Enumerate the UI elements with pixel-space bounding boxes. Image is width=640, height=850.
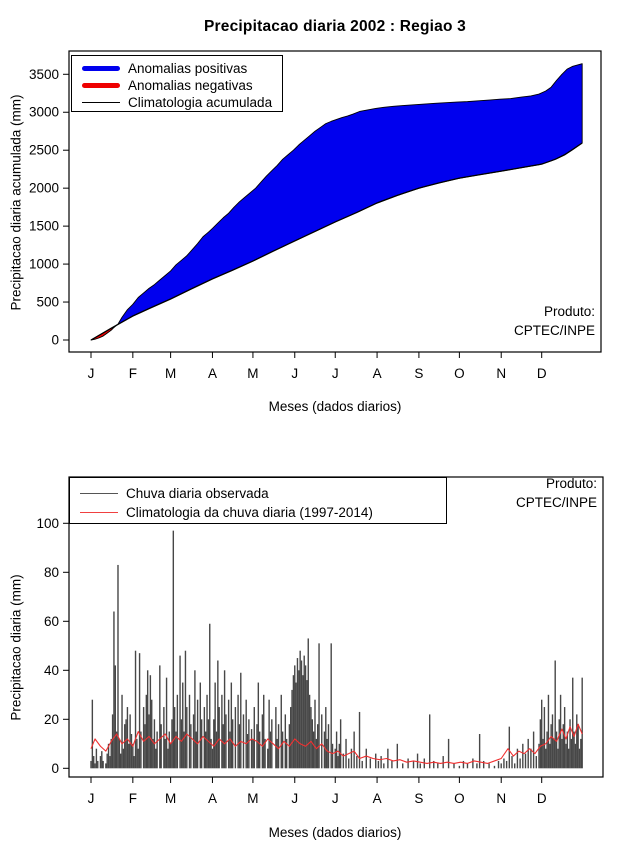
y-tick-label: 3000 <box>28 104 59 120</box>
daily-rain-bar <box>106 754 107 769</box>
daily-rain-bar <box>362 761 363 768</box>
daily-rain-bar <box>267 749 268 769</box>
daily-rain-bar <box>247 734 248 768</box>
daily-rain-bar <box>179 656 180 769</box>
daily-rain-bar <box>136 739 137 768</box>
month-tick-label: A <box>207 366 217 381</box>
daily-rain-bar <box>160 724 161 768</box>
daily-rain-bar <box>133 756 134 768</box>
daily-rain-bar <box>581 678 582 769</box>
month-tick-label: J <box>331 366 339 381</box>
month-tick-label: N <box>496 791 507 806</box>
daily-rain-bar <box>268 700 269 769</box>
daily-rain-bar <box>479 734 480 768</box>
daily-rain-bar <box>417 754 418 769</box>
daily-rain-bar <box>155 749 156 769</box>
daily-rain-bar <box>506 761 507 768</box>
y-tick-label: 60 <box>43 613 59 629</box>
daily-rain-bar <box>324 732 325 769</box>
daily-rain-bar <box>325 707 326 768</box>
daily-rain-bar <box>313 732 314 769</box>
daily-rain-bar <box>326 739 327 768</box>
daily-rain-bar <box>139 653 140 768</box>
daily-rain-bar <box>536 756 537 768</box>
daily-rain-bar <box>218 707 219 768</box>
month-tick-label: A <box>372 366 382 381</box>
produto-org: CPTEC/INPE <box>513 323 595 338</box>
daily-rain-bar <box>317 724 318 768</box>
legend-item-positive-anomalies <box>72 60 282 77</box>
daily-rain-bar <box>448 739 449 768</box>
month-tick-label: D <box>536 366 547 381</box>
daily-rain-bar <box>337 756 338 768</box>
daily-rain-bar <box>150 675 151 768</box>
y-tick-label: 100 <box>36 515 59 531</box>
daily-rain-bar <box>550 724 551 768</box>
daily-rain-bar <box>166 678 167 769</box>
top-legend <box>71 55 283 112</box>
daily-rain-bar <box>245 700 246 769</box>
y-tick-label: 0 <box>51 332 59 348</box>
daily-rain-bar <box>548 695 549 769</box>
daily-rain-bar <box>453 763 454 768</box>
daily-rain-bar <box>270 732 271 769</box>
daily-rain-bar <box>522 744 523 769</box>
daily-rain-bar <box>197 700 198 769</box>
daily-rain-bar <box>572 678 573 769</box>
y-tick-label: 20 <box>43 711 59 727</box>
top-x-axis-label: Meses (dados diarios) <box>268 399 402 414</box>
month-tick-label: O <box>454 791 465 806</box>
daily-rain-bar <box>413 761 414 768</box>
daily-rain-bar <box>167 749 168 769</box>
daily-rain-bar <box>293 675 294 768</box>
daily-rain-bar <box>196 732 197 769</box>
daily-rain-bar <box>309 695 310 769</box>
daily-rain-bar <box>321 714 322 768</box>
daily-rain-bar <box>237 695 238 769</box>
produto-label: Produto: <box>543 304 595 319</box>
daily-rain-bar <box>143 707 144 768</box>
daily-rain-bar <box>156 732 157 769</box>
daily-rain-bar <box>577 724 578 768</box>
y-tick-label: 2000 <box>28 180 59 196</box>
daily-rain-bar <box>549 744 550 769</box>
month-tick-label: J <box>87 791 95 806</box>
month-tick-label: O <box>454 366 465 381</box>
daily-rain-bar <box>546 732 547 769</box>
daily-rain-bar <box>318 643 319 768</box>
bottom-legend <box>69 477 447 524</box>
y-tick-label: 1000 <box>28 256 59 272</box>
daily-rain-bar <box>132 744 133 769</box>
month-tick-label: M <box>247 791 259 806</box>
daily-rain-bar <box>90 761 91 768</box>
daily-rain-bar <box>559 719 560 768</box>
daily-rain-bar <box>332 744 333 769</box>
daily-rain-bar <box>121 695 122 769</box>
daily-rain-bar <box>282 732 283 769</box>
month-tick-label: S <box>414 791 424 806</box>
daily-rain-bar <box>115 665 116 768</box>
bottom-produto-annotation <box>516 474 597 512</box>
daily-rain-bar <box>314 700 315 769</box>
legend-item-negative-anomalies <box>72 77 282 94</box>
daily-rain-bar <box>208 719 209 768</box>
daily-rain-bar <box>291 690 292 768</box>
daily-rain-bar <box>144 724 145 768</box>
daily-rain-bar <box>206 695 207 769</box>
daily-rain-bar <box>571 739 572 768</box>
daily-rain-bar <box>459 766 460 768</box>
daily-rain-bar <box>278 724 279 768</box>
daily-rain-bar <box>359 712 360 768</box>
legend-label: Climatologia da chuva diaria (1997-2014) <box>126 505 373 520</box>
daily-rain-bar <box>294 665 295 768</box>
daily-rain-bar <box>258 683 259 769</box>
daily-rain-bar <box>231 683 232 769</box>
daily-rain-bar <box>92 700 93 769</box>
daily-rain-bar <box>213 719 214 768</box>
month-tick-label: J <box>291 366 299 381</box>
daily-rain-bar <box>223 724 224 768</box>
daily-rain-bar <box>285 714 286 768</box>
daily-rain-bar <box>228 700 229 769</box>
y-tick-label: 40 <box>43 662 59 678</box>
daily-rain-bar <box>281 695 282 769</box>
observed-rain-line-swatch <box>80 493 118 495</box>
daily-rain-bar <box>113 612 114 769</box>
daily-rain-bar <box>437 763 438 768</box>
daily-rain-bar <box>97 761 98 768</box>
daily-rain-bar <box>277 739 278 768</box>
daily-rain-bar <box>295 683 296 769</box>
daily-rain-bar <box>200 683 201 769</box>
daily-rain-bar <box>565 744 566 769</box>
daily-rain-bar <box>553 739 554 768</box>
daily-rain-bar <box>224 670 225 768</box>
daily-rain-bar <box>186 707 187 768</box>
daily-rain-bar <box>542 739 543 768</box>
daily-rain-bar <box>530 749 531 769</box>
daily-rain-bar <box>205 732 206 769</box>
daily-rain-bar <box>380 756 381 768</box>
daily-rain-bar <box>568 749 569 769</box>
daily-rain-bar <box>442 756 443 768</box>
daily-rain-bar <box>336 732 337 769</box>
daily-rain-bar <box>488 763 489 768</box>
daily-rain-bar <box>271 719 272 768</box>
daily-rain-bar <box>519 759 520 769</box>
daily-rain-bar <box>194 670 195 768</box>
daily-rain-bar <box>169 732 170 769</box>
daily-rain-bar <box>306 680 307 768</box>
daily-rain-bar <box>116 732 117 769</box>
daily-rain-bar <box>301 661 302 769</box>
y-tick-label: 0 <box>51 760 59 776</box>
daily-rain-bar <box>557 749 558 769</box>
daily-rain-bar <box>575 744 576 769</box>
daily-rain-bar <box>370 759 371 769</box>
daily-rain-bar <box>503 759 504 769</box>
daily-rain-bar <box>305 665 306 768</box>
daily-rain-bar <box>501 763 502 768</box>
legend-label: Chuva diaria observada <box>126 486 269 501</box>
daily-rain-bar <box>298 670 299 768</box>
daily-rain-bar <box>201 719 202 768</box>
daily-rain-bar <box>193 714 194 768</box>
daily-rain-bar <box>112 714 113 768</box>
daily-rain-bar <box>356 756 357 768</box>
daily-rain-bar <box>159 665 160 768</box>
daily-rain-bar <box>262 714 263 768</box>
daily-rain-bar <box>528 739 529 768</box>
daily-rain-bar <box>511 756 512 768</box>
daily-rain-bar <box>467 763 468 768</box>
daily-rain-bar <box>235 707 236 768</box>
daily-rain-bar <box>561 739 562 768</box>
month-tick-label: A <box>372 791 382 806</box>
y-tick-label: 80 <box>43 564 59 580</box>
daily-rain-bar <box>248 719 249 768</box>
daily-rain-bar <box>420 763 421 768</box>
daily-rain-bar <box>209 624 210 769</box>
legend-item-daily-climatology <box>70 503 446 522</box>
daily-rain-bar <box>105 763 106 768</box>
daily-rain-bar <box>353 732 354 769</box>
daily-rain-bar <box>147 670 148 768</box>
daily-rain-bar <box>146 695 147 769</box>
daily-rain-bar <box>345 739 346 768</box>
daily-rain-bar <box>304 656 305 769</box>
top-produto-annotation <box>514 302 595 340</box>
daily-rain-bar <box>498 761 499 768</box>
daily-rain-bar <box>275 707 276 768</box>
daily-rain-bar <box>316 739 317 768</box>
month-tick-label: M <box>164 791 177 806</box>
bottom-x-axis-label: Meses (dados diarios) <box>268 825 402 840</box>
daily-rain-bar <box>165 739 166 768</box>
daily-rain-bar <box>138 749 139 769</box>
daily-rain-bar <box>102 761 103 768</box>
daily-rain-bar <box>263 695 264 769</box>
month-tick-label: J <box>291 791 299 806</box>
top-y-axis-label: Precipitacao diaria acumulada (mm) <box>8 94 24 311</box>
daily-rain-bar <box>297 658 298 768</box>
daily-rain-bar <box>302 675 303 768</box>
daily-rain-bar <box>494 766 495 768</box>
daily-rain-bar <box>573 732 574 769</box>
month-tick-label: S <box>414 366 424 381</box>
daily-rain-bar <box>120 754 121 769</box>
daily-rain-bar <box>310 707 311 768</box>
produto-label: Produto: <box>545 476 597 491</box>
month-tick-label: F <box>128 791 137 806</box>
daily-rain-bar <box>181 719 182 768</box>
daily-rain-bar <box>256 724 257 768</box>
daily-rain-bar <box>366 749 367 769</box>
daily-rain-bar <box>339 744 340 769</box>
month-tick-label: A <box>207 791 217 806</box>
page-title: Precipitacao diaria 2002 : Regiao 3 <box>203 18 466 35</box>
daily-rain-bar <box>514 763 515 768</box>
y-tick-label: 2500 <box>28 142 59 158</box>
daily-rain-bar <box>391 761 392 768</box>
daily-rain-bar <box>576 714 577 768</box>
produto-org: CPTEC/INPE <box>515 495 597 510</box>
daily-rain-bar <box>259 732 260 769</box>
daily-rain-bar <box>135 651 136 769</box>
daily-rain-bar <box>127 707 128 768</box>
y-tick-label: 500 <box>36 294 59 310</box>
y-tick-label: 3500 <box>28 66 59 82</box>
daily-rain-bar <box>101 751 102 768</box>
daily-rain-bar <box>383 763 384 768</box>
month-tick-label: J <box>331 791 339 806</box>
daily-rain-bar <box>229 732 230 769</box>
daily-rain-bar <box>541 700 542 769</box>
legend-label: Anomalias positivas <box>128 61 248 76</box>
daily-rain-bar <box>252 739 253 768</box>
daily-rain-bar <box>217 661 218 769</box>
daily-rain-bar <box>348 759 349 769</box>
month-tick-label: N <box>496 366 507 381</box>
daily-rain-bar <box>124 724 125 768</box>
daily-rain-bar <box>212 749 213 769</box>
daily-rain-bar <box>221 695 222 769</box>
daily-rain-bar <box>100 756 101 768</box>
legend-item-observed-rain <box>70 484 446 503</box>
daily-rain-bar <box>93 756 94 768</box>
daily-rain-bar <box>525 754 526 769</box>
daily-rain-bar <box>123 749 124 769</box>
daily-rain-bar <box>189 695 190 769</box>
month-tick-label: F <box>128 366 137 381</box>
month-tick-label: M <box>164 366 177 381</box>
daily-rain-bar <box>554 661 555 769</box>
daily-rain-bar <box>173 531 174 769</box>
daily-rain-bar <box>328 724 329 768</box>
daily-rain-bar <box>125 719 126 768</box>
daily-rain-bar <box>290 707 291 768</box>
daily-rain-bar <box>556 732 557 769</box>
negative-anomaly-swatch <box>82 83 120 88</box>
legend-item-climatology <box>72 94 282 111</box>
daily-rain-bar <box>243 714 244 768</box>
daily-rain-bar <box>472 759 473 769</box>
daily-rain-bar <box>540 719 541 768</box>
daily-rain-bar <box>580 739 581 768</box>
daily-rain-bar <box>185 651 186 769</box>
daily-rain-bar <box>476 763 477 768</box>
legend-label: Climatologia acumulada <box>128 95 273 110</box>
daily-rain-bar <box>251 729 252 768</box>
daily-rain-bar <box>225 714 226 768</box>
daily-rain-bar <box>214 683 215 769</box>
legend-label: Anomalias negativas <box>128 78 253 93</box>
daily-rain-bar <box>533 732 534 769</box>
daily-rain-bar <box>94 763 95 768</box>
month-tick-label: M <box>247 366 259 381</box>
y-tick-label: 1500 <box>28 218 59 234</box>
daily-rain-bar <box>340 719 341 768</box>
climatology-line-swatch <box>82 102 120 103</box>
daily-climatology-line-swatch <box>80 512 118 514</box>
daily-rain-bar <box>308 638 309 768</box>
daily-rain-bar <box>375 754 376 769</box>
daily-rain-bar <box>402 763 403 768</box>
daily-rain-bar <box>216 732 217 769</box>
daily-rain-bar <box>239 724 240 768</box>
daily-rain-bar <box>109 756 110 768</box>
daily-rain-bar <box>177 695 178 769</box>
daily-rain-bar <box>397 744 398 769</box>
daily-rain-bar <box>190 724 191 768</box>
daily-rain-bar <box>119 739 120 768</box>
daily-rain-bar <box>509 727 510 769</box>
daily-rain-bar <box>545 749 546 769</box>
daily-rain-bar <box>148 714 149 768</box>
daily-rain-bar <box>171 719 172 768</box>
daily-rain-bar <box>131 734 132 768</box>
daily-rain-bar <box>96 749 97 769</box>
daily-rain-bar <box>544 707 545 768</box>
daily-rain-bar <box>552 714 553 768</box>
daily-rain-bar <box>579 749 580 769</box>
daily-rain-bar <box>170 744 171 769</box>
daily-rain-bar <box>128 744 129 769</box>
daily-rain-bar <box>240 673 241 769</box>
daily-rain-bar <box>299 651 300 769</box>
daily-rain-bar <box>330 643 331 768</box>
daily-rain-bar <box>407 759 408 769</box>
positive-anomaly-swatch <box>82 66 120 71</box>
month-tick-label: D <box>536 791 547 806</box>
daily-rain-bar <box>254 707 255 768</box>
daily-rain-bar <box>378 761 379 768</box>
daily-rain-bar <box>429 714 430 768</box>
bottom-y-axis-label: Precipitacao diaria (mm) <box>8 574 24 721</box>
daily-rain-bar <box>182 683 183 769</box>
daily-rain-bar <box>163 707 164 768</box>
month-tick-label: J <box>87 366 95 381</box>
daily-rain-bar <box>151 700 152 769</box>
